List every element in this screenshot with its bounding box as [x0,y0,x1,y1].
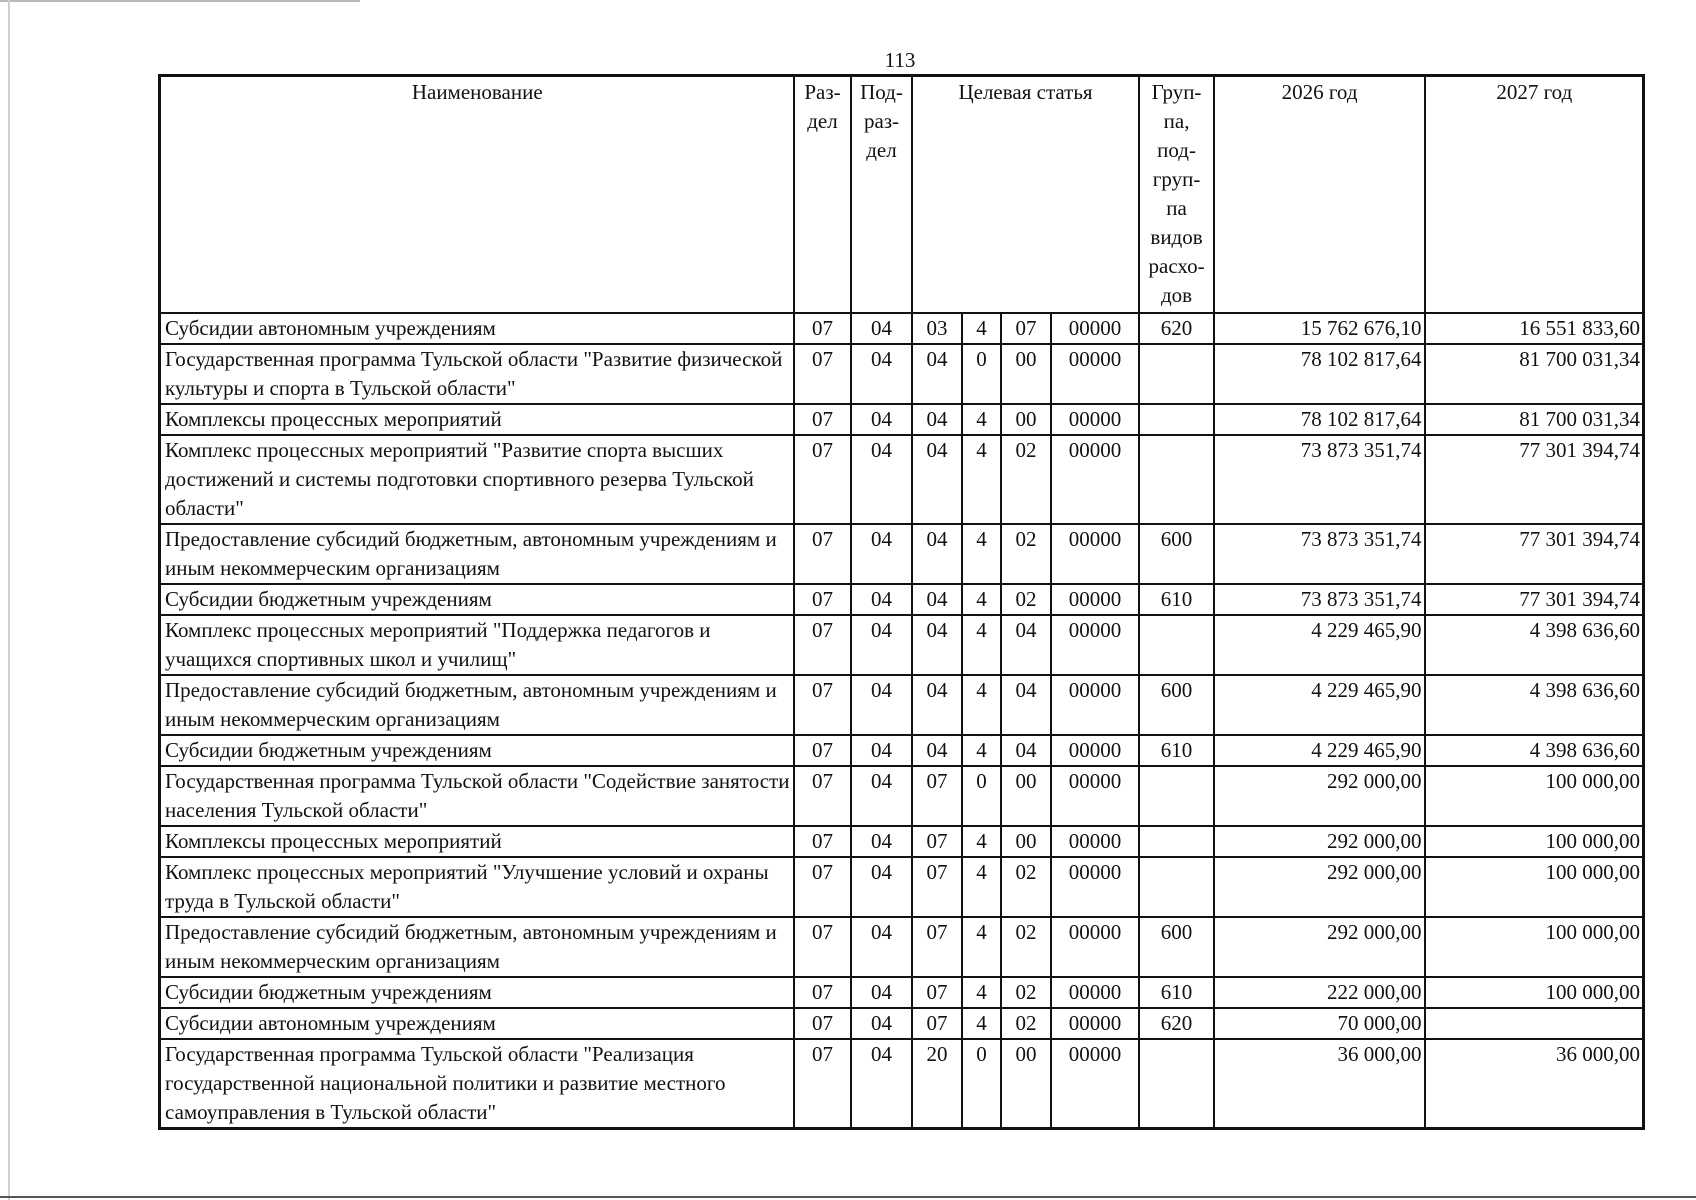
scan-edge-left [8,0,10,1200]
cell-target-program: 04 [912,435,962,524]
cell-expense-group: 600 [1139,675,1214,735]
header-line: под- [1157,138,1196,162]
cell-section: 07 [794,584,851,615]
cell-expense-group [1139,766,1214,826]
cell-target-type: 4 [962,313,1001,344]
cell-amount-2026: 15 762 676,10 [1214,313,1425,344]
cell-section: 07 [794,313,851,344]
table-body [160,313,1644,1129]
header-line: дов [1160,283,1193,307]
header-line: па [1166,196,1187,220]
cell-target-program: 07 [912,826,962,857]
cell-amount-2026: 73 873 351,74 [1214,524,1425,584]
cell-target-program: 04 [912,344,962,404]
cell-subsection: 04 [851,404,912,435]
cell-name: Субсидии бюджетным учреждениям [160,977,794,1008]
cell-amount-2026: 4 229 465,90 [1214,615,1425,675]
cell-target-type: 4 [962,435,1001,524]
header-year-2027: 2027 год [1425,76,1644,314]
cell-amount-2026: 292 000,00 [1214,766,1425,826]
cell-target-type: 4 [962,857,1001,917]
cell-target-direction: 02 [1001,435,1051,524]
cell-target-direction: 02 [1001,977,1051,1008]
table-row [160,857,1644,917]
cell-target-type: 0 [962,766,1001,826]
cell-subsection: 04 [851,917,912,977]
cell-name: Комплекс процессных мероприятий "Развитие спорта высших достижений и системы подготовки спортивного резерва Тульской области" [160,435,794,524]
cell-target-direction: 04 [1001,675,1051,735]
cell-amount-2027: 81 700 031,34 [1425,404,1644,435]
cell-expense-group: 600 [1139,524,1214,584]
cell-amount-2027: 81 700 031,34 [1425,344,1644,404]
cell-section: 07 [794,675,851,735]
cell-target-direction: 02 [1001,524,1051,584]
header-expense-group-text [1144,78,1210,310]
cell-amount-2027: 16 551 833,60 [1425,313,1644,344]
cell-target-program: 07 [912,857,962,917]
cell-subsection: 04 [851,615,912,675]
cell-section: 07 [794,917,851,977]
cell-target-expense: 00000 [1051,344,1139,404]
cell-name: Предоставление субсидий бюджетным, автономным учреждениям и иным некоммерческим организациям [160,524,794,584]
cell-target-direction: 00 [1001,826,1051,857]
header-line: груп- [1152,167,1201,191]
cell-target-direction: 00 [1001,404,1051,435]
cell-section: 07 [794,404,851,435]
cell-subsection: 04 [851,435,912,524]
cell-name: Субсидии автономным учреждениям [160,313,794,344]
cell-target-type: 4 [962,826,1001,857]
cell-target-program: 04 [912,524,962,584]
cell-target-type: 4 [962,615,1001,675]
header-line: Под- [860,80,903,104]
cell-expense-group [1139,857,1214,917]
cell-name: Субсидии бюджетным учреждениям [160,584,794,615]
cell-expense-group: 620 [1139,1008,1214,1039]
cell-amount-2027: 100 000,00 [1425,977,1644,1008]
table-row [160,344,1644,404]
cell-target-direction: 04 [1001,615,1051,675]
cell-expense-group: 610 [1139,735,1214,766]
cell-expense-group [1139,435,1214,524]
cell-subsection: 04 [851,735,912,766]
cell-name: Предоставление субсидий бюджетным, автономным учреждениям и иным некоммерческим организациям [160,675,794,735]
cell-subsection: 04 [851,313,912,344]
cell-name: Комплекс процессных мероприятий "Поддержка педагогов и учащихся спортивных школ и училищ" [160,615,794,675]
cell-target-program: 04 [912,675,962,735]
cell-name: Комплексы процессных мероприятий [160,404,794,435]
cell-target-expense: 00000 [1051,615,1139,675]
cell-amount-2026: 78 102 817,64 [1214,344,1425,404]
cell-amount-2026: 78 102 817,64 [1214,404,1425,435]
cell-subsection: 04 [851,675,912,735]
cell-target-expense: 00000 [1051,404,1139,435]
cell-target-type: 4 [962,404,1001,435]
table-row [160,766,1644,826]
cell-expense-group: 610 [1139,584,1214,615]
table-row [160,977,1644,1008]
table-row [160,1008,1644,1039]
cell-expense-group [1139,344,1214,404]
table-row [160,584,1644,615]
cell-section: 07 [794,615,851,675]
table-row [160,675,1644,735]
cell-section: 07 [794,977,851,1008]
cell-section: 07 [794,857,851,917]
cell-target-program: 07 [912,917,962,977]
cell-target-type: 4 [962,675,1001,735]
table-row [160,615,1644,675]
table-row [160,917,1644,977]
cell-name: Государственная программа Тульской области "Реализация государственной национальной политики и развитие местного самоуправления в Тульской области" [160,1039,794,1129]
header-year-2026: 2026 год [1214,76,1425,314]
cell-subsection: 04 [851,826,912,857]
budget-table [158,74,1645,1130]
cell-target-type: 4 [962,735,1001,766]
cell-amount-2027: 4 398 636,60 [1425,735,1644,766]
header-line: Груп- [1151,80,1202,104]
cell-name: Государственная программа Тульской области "Содействие занятости населения Тульской области" [160,766,794,826]
cell-target-expense: 00000 [1051,977,1139,1008]
cell-amount-2027: 77 301 394,74 [1425,584,1644,615]
cell-target-program: 20 [912,1039,962,1129]
cell-subsection: 04 [851,584,912,615]
header-line: дел [807,109,838,133]
cell-target-direction: 00 [1001,344,1051,404]
cell-name: Комплексы процессных мероприятий [160,826,794,857]
cell-expense-group [1139,1039,1214,1129]
scan-edge-bottom [0,1196,1696,1198]
cell-target-type: 0 [962,344,1001,404]
header-line: расхо- [1148,254,1205,278]
table-row [160,524,1644,584]
table-row [160,435,1644,524]
cell-target-expense: 00000 [1051,735,1139,766]
header-section [794,76,851,314]
cell-target-program: 04 [912,404,962,435]
cell-expense-group: 620 [1139,313,1214,344]
header-line: видов [1150,225,1203,249]
header-name: Наименование [160,76,794,314]
cell-target-expense: 00000 [1051,826,1139,857]
cell-target-direction: 00 [1001,1039,1051,1129]
header-line: па, [1163,109,1190,133]
cell-section: 07 [794,826,851,857]
cell-expense-group [1139,826,1214,857]
cell-target-direction: 00 [1001,766,1051,826]
header-line: дел [866,138,897,162]
cell-target-expense: 00000 [1051,524,1139,584]
cell-expense-group: 600 [1139,917,1214,977]
cell-amount-2026: 36 000,00 [1214,1039,1425,1129]
cell-subsection: 04 [851,977,912,1008]
cell-target-program: 04 [912,615,962,675]
table-row [160,1039,1644,1129]
cell-section: 07 [794,766,851,826]
cell-amount-2027: 100 000,00 [1425,917,1644,977]
cell-target-expense: 00000 [1051,675,1139,735]
cell-amount-2026: 292 000,00 [1214,917,1425,977]
cell-section: 07 [794,435,851,524]
cell-expense-group: 610 [1139,977,1214,1008]
cell-subsection: 04 [851,1008,912,1039]
cell-name: Комплекс процессных мероприятий "Улучшение условий и охраны труда в Тульской области" [160,857,794,917]
cell-amount-2026: 292 000,00 [1214,826,1425,857]
cell-target-expense: 00000 [1051,435,1139,524]
cell-expense-group [1139,404,1214,435]
cell-amount-2026: 70 000,00 [1214,1008,1425,1039]
table-row [160,826,1644,857]
cell-amount-2027: 77 301 394,74 [1425,524,1644,584]
header-target-article: Целевая статья [912,76,1139,314]
cell-target-type: 4 [962,584,1001,615]
cell-subsection: 04 [851,524,912,584]
cell-section: 07 [794,344,851,404]
cell-target-expense: 00000 [1051,766,1139,826]
cell-target-direction: 07 [1001,313,1051,344]
cell-target-expense: 00000 [1051,313,1139,344]
cell-target-direction: 02 [1001,857,1051,917]
cell-target-program: 04 [912,584,962,615]
table-row [160,404,1644,435]
cell-target-type: 4 [962,917,1001,977]
header-section-text [799,78,847,136]
cell-name: Субсидии бюджетным учреждениям [160,735,794,766]
header-subsection-text [856,78,908,165]
cell-target-expense: 00000 [1051,857,1139,917]
cell-target-expense: 00000 [1051,1008,1139,1039]
table-header-row [160,76,1644,314]
cell-amount-2026: 222 000,00 [1214,977,1425,1008]
header-subsection [851,76,912,314]
cell-target-direction: 02 [1001,917,1051,977]
cell-amount-2027: 100 000,00 [1425,857,1644,917]
cell-section: 07 [794,1039,851,1129]
cell-target-direction: 02 [1001,1008,1051,1039]
cell-target-program: 07 [912,766,962,826]
cell-section: 07 [794,735,851,766]
cell-amount-2026: 73 873 351,74 [1214,435,1425,524]
cell-target-program: 07 [912,1008,962,1039]
cell-section: 07 [794,1008,851,1039]
header-line: Раз- [804,80,841,104]
cell-amount-2026: 292 000,00 [1214,857,1425,917]
cell-target-expense: 00000 [1051,917,1139,977]
cell-amount-2026: 73 873 351,74 [1214,584,1425,615]
cell-expense-group [1139,615,1214,675]
cell-target-type: 4 [962,977,1001,1008]
page-number: 113 [884,48,916,72]
cell-target-direction: 04 [1001,735,1051,766]
cell-target-type: 4 [962,1008,1001,1039]
cell-target-program: 07 [912,977,962,1008]
cell-amount-2027: 36 000,00 [1425,1039,1644,1129]
cell-subsection: 04 [851,1039,912,1129]
cell-name: Предоставление субсидий бюджетным, автономным учреждениям и иным некоммерческим организациям [160,917,794,977]
cell-amount-2027: 100 000,00 [1425,766,1644,826]
cell-name: Государственная программа Тульской области "Развитие физической культуры и спорта в Тульской области" [160,344,794,404]
cell-subsection: 04 [851,344,912,404]
cell-target-program: 03 [912,313,962,344]
cell-section: 07 [794,524,851,584]
cell-target-program: 04 [912,735,962,766]
table-row [160,313,1644,344]
cell-target-direction: 02 [1001,584,1051,615]
cell-amount-2026: 4 229 465,90 [1214,735,1425,766]
cell-subsection: 04 [851,857,912,917]
scan-edge-top [0,0,360,2]
table-row [160,735,1644,766]
cell-target-expense: 00000 [1051,1039,1139,1129]
cell-amount-2027: 100 000,00 [1425,826,1644,857]
cell-target-type: 4 [962,524,1001,584]
cell-target-expense: 00000 [1051,584,1139,615]
cell-name: Субсидии автономным учреждениям [160,1008,794,1039]
cell-amount-2027: 77 301 394,74 [1425,435,1644,524]
cell-amount-2027: 4 398 636,60 [1425,675,1644,735]
cell-amount-2027: 4 398 636,60 [1425,615,1644,675]
cell-amount-2027 [1425,1008,1644,1039]
cell-subsection: 04 [851,766,912,826]
header-expense-group [1139,76,1214,314]
cell-target-type: 0 [962,1039,1001,1129]
cell-amount-2026: 4 229 465,90 [1214,675,1425,735]
header-line: раз- [863,109,900,133]
